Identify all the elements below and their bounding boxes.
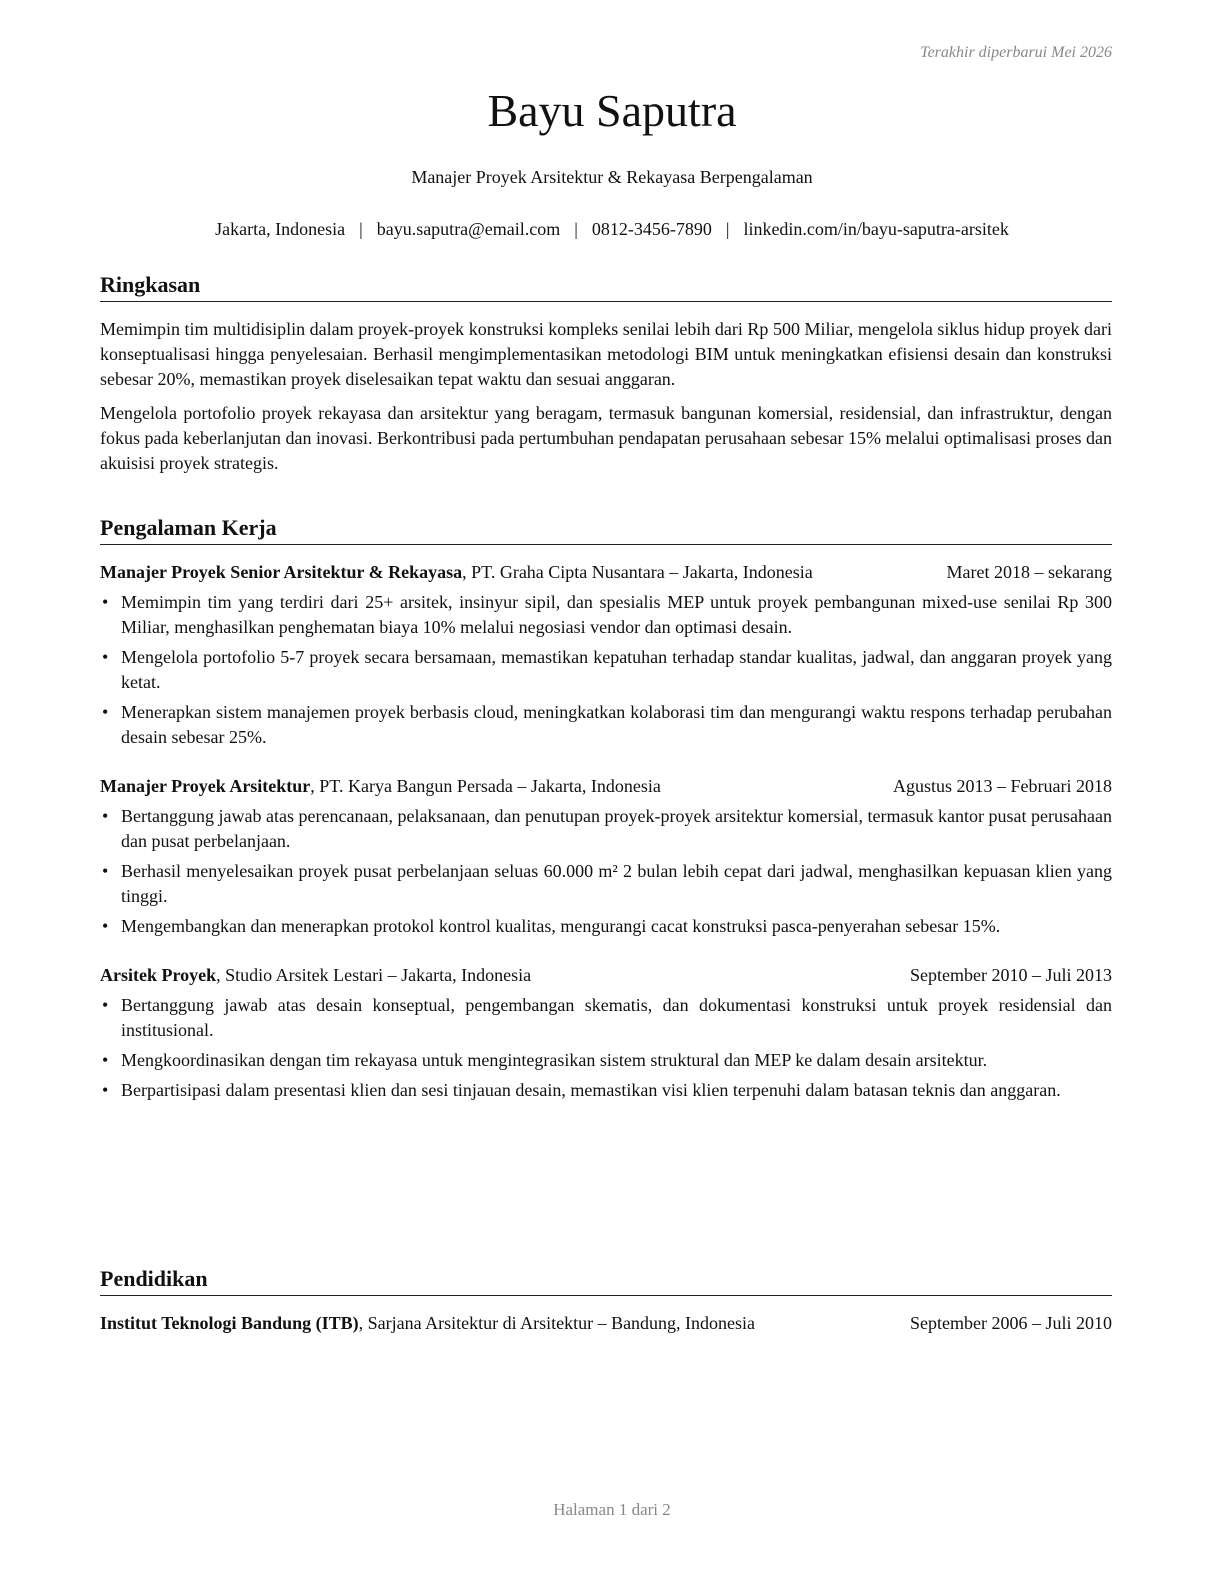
- professional-tagline: Manajer Proyek Arsitektur & Rekayasa Berpengalaman: [411, 167, 813, 187]
- section-title-education: Pendidikan: [100, 1265, 1112, 1296]
- experience-section: [100, 514, 1112, 1103]
- job-bullet: • Memimpin tim yang terdiri dari 25+ arsitek, insinyur sipil, dan spesialis MEP untuk proyek pembangunan mixed-use senilai Rp 300 Miliar, menghasilkan penghematan biaya 10% melalui negosiasi vendor dan optimasi desain.: [100, 590, 1112, 640]
- job-title-line: [100, 560, 912, 585]
- job-bullet: • Berhasil menyelesaikan proyek pusat perbelanjaan seluas 60.000 m² 2 bulan lebih cepat dari jadwal, menghasilkan kepuasan klien yang tinggi.: [100, 859, 1112, 909]
- section-title-summary: Ringkasan: [100, 271, 1112, 302]
- job-date: Agustus 2013 – Februari 2018: [893, 776, 1112, 796]
- job-date: September 2010 – Juli 2013: [910, 965, 1112, 985]
- contact-phone[interactable]: 0812-3456-7890: [591, 219, 712, 239]
- education-header: [100, 1311, 1112, 1336]
- job-title-line: [100, 774, 878, 799]
- education-title-line: [100, 1311, 878, 1336]
- job-bullets: [100, 993, 1112, 1103]
- education-section: [100, 1265, 1112, 1336]
- summary-section: [100, 271, 1112, 476]
- contact-separator: |: [359, 219, 363, 239]
- candidate-name: Bayu Saputra: [487, 85, 737, 136]
- job-bullet: • Bertanggung jawab atas desain konseptual, pengembangan skematis, dan dokumentasi konstruksi untuk proyek residensial dan institusional.: [100, 993, 1112, 1043]
- summary-paragraph: Memimpin tim multidisiplin dalam proyek-proyek konstruksi kompleks senilai lebih dari Rp 500 Miliar, mengelola siklus hidup proyek dari konseptualisasi hingga penyelesaian. Berhasil mengimplementasikan metodologi BIM untuk meningkatkan efisiensi desain dan konstruksi sebesar 20%, memastikan proyek diselesaikan tepat waktu dan sesuai anggaran.: [100, 319, 1112, 389]
- job-bullet: • Berpartisipasi dalam presentasi klien dan sesi tinjauan desain, memastikan visi klien terpenuhi dalam batasan teknis dan anggaran.: [100, 1078, 1112, 1103]
- job-bullets: [100, 590, 1112, 750]
- job-bullet: • Mengelola portofolio 5-7 proyek secara bersamaan, memastikan kepatuhan terhadap standar kualitas, jadwal, dan anggaran proyek yang ketat.: [100, 645, 1112, 695]
- education-date: September 2006 – Juli 2010: [910, 1313, 1112, 1333]
- job-entry: [100, 774, 1112, 939]
- contact-email[interactable]: bayu.saputra@email.com: [376, 219, 561, 239]
- job-entry: [100, 560, 1112, 750]
- job-org: , PT. Karya Bangun Persada – Jakarta, Indonesia: [310, 776, 661, 796]
- summary-paragraph: Mengelola portofolio proyek rekayasa dan arsitektur yang beragam, termasuk bangunan komersial, residensial, dan infrastruktur, dengan fokus pada keberlanjutan dan inovasi. Berkontribusi pada pertumbuhan pendapatan perusahaan sebesar 15% melalui optimalisasi proses dan akuisisi proyek strategis.: [100, 403, 1112, 473]
- job-bullet: • Bertanggung jawab atas perencanaan, pelaksanaan, dan penutupan proyek-proyek arsitektur komersial, termasuk kantor pusat perusahaan dan pusat perbelanjaan.: [100, 804, 1112, 854]
- job-bullets: [100, 804, 1112, 939]
- contact-line: [0, 219, 1224, 240]
- job-header: [100, 963, 1112, 988]
- job-date: Maret 2018 – sekarang: [946, 562, 1112, 582]
- section-title-experience: Pengalaman Kerja: [100, 514, 1112, 545]
- contact-separator: |: [574, 219, 578, 239]
- education-entry: [100, 1311, 1112, 1336]
- job-org: , PT. Graha Cipta Nusantara – Jakarta, Indonesia: [462, 562, 813, 582]
- job-role: Manajer Proyek Senior Arsitektur & Rekayasa: [100, 562, 463, 582]
- education-school: Institut Teknologi Bandung (ITB): [100, 1313, 359, 1333]
- contact-location: Jakarta, Indonesia: [215, 219, 346, 239]
- page-number: Halaman 1 dari 2: [553, 1500, 671, 1519]
- job-title-line: [100, 963, 878, 988]
- last-updated-note: Terakhir diperbarui Mei 2026: [920, 44, 1112, 61]
- job-header: [100, 560, 1112, 585]
- job-role: Manajer Proyek Arsitektur: [100, 776, 311, 796]
- job-bullet: • Mengembangkan dan menerapkan protokol kontrol kualitas, mengurangi cacat konstruksi pasca-penyerahan sebesar 15%.: [100, 914, 1112, 939]
- job-role: Arsitek Proyek: [100, 965, 217, 985]
- contact-separator: |: [725, 219, 730, 239]
- education-detail: , Sarjana Arsitektur di Arsitektur – Bandung, Indonesia: [358, 1313, 756, 1333]
- job-header: [100, 774, 1112, 799]
- job-bullet: • Menerapkan sistem manajemen proyek berbasis cloud, meningkatkan kolaborasi tim dan mengurangi waktu respons terhadap perubahan desain sebesar 25%.: [100, 700, 1112, 750]
- job-org: , Studio Arsitek Lestari – Jakarta, Indonesia: [216, 965, 532, 985]
- job-bullet: • Mengkoordinasikan dengan tim rekayasa untuk mengintegrasikan sistem struktural dan MEP ke dalam desain arsitektur.: [100, 1048, 1112, 1073]
- job-entry: [100, 963, 1112, 1103]
- contact-linkedin[interactable]: linkedin.com/in/bayu-saputra-arsitek: [743, 219, 1009, 239]
